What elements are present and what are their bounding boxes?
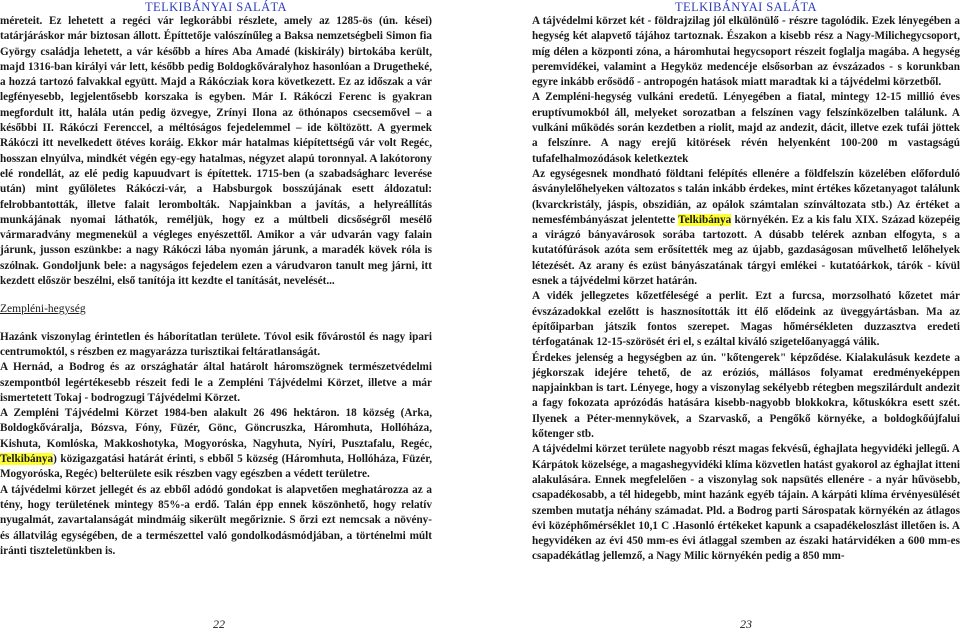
right-page (532, 0, 960, 636)
left-paragraph-2: A Hernád, a Bodrog és az országhatár által határolt háromszögnek természetvédelmi szempontból legértékesebb részeit fedi le a Zempléni Tájvédelmi Körzet, illetve a már ismertetett Tokaj - bodrogzugi Tájvédelmi Körzet. (0, 361, 432, 404)
right-paragraph-4: A vidék jellegzetes kőzetféleségé a perlit. Ezt a furcsa, morzsolható kőzetet már évszázadokkal ezelőtt is hasznosították itt élő elődeink az üveggyártásban. Ma az építőiparban játszik fontos szerepet. Magas hőmérsékleten duzzasztva eredeti térfogatának 12-15-szörösét éri el, s ezáltal kiváló szigetelőanyaggá válik. (532, 290, 960, 349)
running-head-right: TELKIBÁNYAI SALÁTA (675, 0, 817, 14)
running-head-left: TELKIBÁNYAI SALÁTA (145, 0, 287, 14)
page-number-right: 23 (740, 617, 752, 631)
intro-paragraph: méreteit. Ez lehetett a regéci vár legkorábbi részlete, amely az 1285-ös (ún. kései) tatárjáráskor már biztosan állott. Építtetője valószínűleg a Baksa nemzetségbeli Simon fia György családja lehetett, a vár később a híres Aba Amadé (kiskirály) birtokába került, majd 1316-ban királyi vár lett, később pedig Boldogkőváralyhoz hasonlóan a Drugetheké, a hozzá tartozó falvakkal együtt. Majd a Rákócziak kora következett. Ez az időszak a vár legfényesebb, legjelentősebb korszaka is egyben. Már I. Rákóczi Ferenc is gyakran megfordult itt, halála után pedig özvegye, Zrínyi Ilona az öthónapos csecsemővel – a későbbi II. Rákóczi Ferenccel, a méltóságos fejedelemmel – ide költözött. A gyermek Rákóczi itt nevelkedett ötéves koráig. Ekkor már hatalmas kiépítettségű vár volt Regéc, hosszan elnyúlva, mindkét végén egy-egy hatalmas, négyzet alapú toronnyal. A lakótorony elé rondellát, az elé pedig kapuudvart is építettek. 1715-ben (a szabadságharc leverése után) mint gyűlöletes Rákóczi-vár, a Habsburgok bosszújának esett áldozatul: felrobbantották, illetve falait lerombolták. Napjainkban a javítás, a helyreállítás munkájának nyomai láthatók, reméljük, hogy ez a múltbeli dicsőségről mesélő vármaradvány megmenekül a végleges enyészettől. Amikor a vár udvarán vagy falain járunk, jusson eszünkbe: a nagy Rákóczi lába nyomán járunk, a maradék kövek róla is szólnak. Gondoljunk bele: a nagyságos fejedelem ezen a várudvaron tanult meg járni, itt kezdett először beszélni, első tanítója itt kezdte el tanítását, nevelését... (0, 15, 432, 288)
left-paragraph-1: Hazánk viszonylag érintetlen és háborítatlan területe. Tóvol esik fővárostól és nagy ipari centrumoktól, s részben ez magyarázza turisztikai feltáratlanságát. (0, 330, 432, 358)
left-paragraph-3-b: ) közigazgatási határát érinti, s ebből 5 község (Háromhuta, Hollóháza, Füzér, Mogyoróska, Regéc) belterülete esik részben vagy egészben a védett területre. (0, 453, 432, 481)
page-number-left: 22 (213, 617, 225, 631)
left-paragraph-4: A tájvédelmi körzet jellegét és az ebből adódó gondokat is alapvetően meghatározza az a tény, hogy területének mintegy 85%-a erdő. Talán épp ennek köszönhető, hogy relatív nyugalmát, zavartalanságát mindmáig sikerült megőriznie. S őrzi ezt nemcsak a növény- és állatvilág egységében, de a természettel való gondolkodásmódjában, a történelmi múlt iránti tiszteletünkben is. (0, 483, 432, 557)
right-body (532, 14, 960, 565)
left-paragraph-3-a: A Zempléni Tájvédelmi Körzet 1984-ben alakult 26 496 hektáron. 18 község (Arka, Boldogkőváralja, Bózsva, Fóny, Füzér, Gönc, Göncruszka, Háromhuta, Hollóháza, Kishuta, Komlóska, Makkoshotyka, Mogyoróska, Nagyhuta, Nyíri, Pusztafalu, Regéc, (0, 407, 432, 450)
left-paragraph-3 (0, 406, 432, 482)
left-body (0, 14, 432, 559)
right-paragraph-6: A tájvédelmi körzet területe nagyobb részt magas fekvésű, éghajlata hegyvidéki jellegű. A Kárpátok közelsége, a magashegyvidéki klíma közvetlen hatást gyakorol az éghajlat itteni alakulására. Ennek megfelelően - a viszonylag sok napsütés ellenére - a nyár hűvösebb, csapadékosabb, a tél hidegebb, mint hazánk egyéb tájain. A kárpáti klíma érvényesülését szemben mutatja néhány számadat. Pld. a Bodrog parti Sárospatak környékén az átlagos évi középhőmérséklet 10,1 C .Hasonló értékeket kapunk a csapadékeloszlást illetően is. A hegyvidéken az évi 450 mm-es évi átlaggal szemben az északi határvidéken a 600 mm-es csapadékátlag jellemző, a Nagy Milic környékén pedig a 850 mm- (532, 443, 960, 563)
right-paragraph-3 (532, 167, 960, 289)
section-title: Zempléni-hegység (0, 303, 86, 316)
right-paragraph-5: Érdekes jelenség a hegységben az ún. "kőtengerek" képződése. Kialakulásuk kezdete a jégkorszak idejére tehető, de az eróziós, mállásos folyamat eredményeképpen napjainkban is tart. Lényege, hogy a viszonylag sekélyebb rétegben megszilárdult andezit a fagy fokozata aprózódás hatására kisebb-nagyobb blokkokra, kőtuskókra esett szét. Ilyenek a Péter-mennykövek, a Szarvaskő, a Pengőkő környéke, a boldogkőújfalui kőtenger stb. (532, 351, 960, 441)
left-page (0, 0, 432, 636)
right-paragraph-3-b: környékén. Ez a kis falu XIX. Század közepéig a virágzó bányavárosok sorába tartozott. A dúsabb telérek aznban elfogyta, s a kutatófúrások azóta sem erősítették meg az újabb, gazdaságosan művelhető lelőhelyek létezését. Az arany és ezüst bányászatának tárgyi emlékei - kutatóárkok, tárók - kívül esnek a tájvédelmi körzet határán. (532, 213, 960, 288)
right-paragraph-1: A tájvédelmi körzet két - földrajzilag jól elkülönülő - részre tagolódik. Ezek lényegében a hegység két alapvető tájához tartoznak. Északon a kisebb rész a Nagy-Milichegycsoport, míg délen a központi zóna, a háromhutai hegycsoport részeit foglalja magába. A hegység peremvidékei, valamint a Hegyköz medencéje elsősorban az évszázados - s korunkban egyre inkább erősödő - antropogén hatások miatt maradtak ki a tájvédelmi körzetből. (532, 15, 960, 89)
highlight-telkibanya-left: Telkibánya (0, 453, 54, 466)
right-paragraph-2: A Zempléni-hegység vulkáni eredetű. Lényegében a fiatal, mintegy 12-15 millió éves eruptívumokból áll, melyeket sorozatban a felszínen vagy felszínközelben találunk. A vulkáni működés során kezdetben a riolit, majd az andezit, dácit, illetve ezek tufái jöttek a felszínre. A nagy erejű kitörések révén helyenként 100-200 m vastagságú tufafelhalmozódások keletkeztek (532, 91, 960, 165)
right-paragraph-3-a: Az egységesnek mondható földtani felépítés ellenére a földfelszín közelében előforduló ásványlelőhelyeken változatos s talán inkább érdekes, mint értékes kőzetanyagot találunk (kvarckristály, jáspis, obszidián, az opálok számtalan színváltozata stb.) Az értéket a nemesfémbányászat jelentette (532, 167, 960, 226)
highlight-telkibanya-right: Telkibánya (678, 213, 732, 226)
